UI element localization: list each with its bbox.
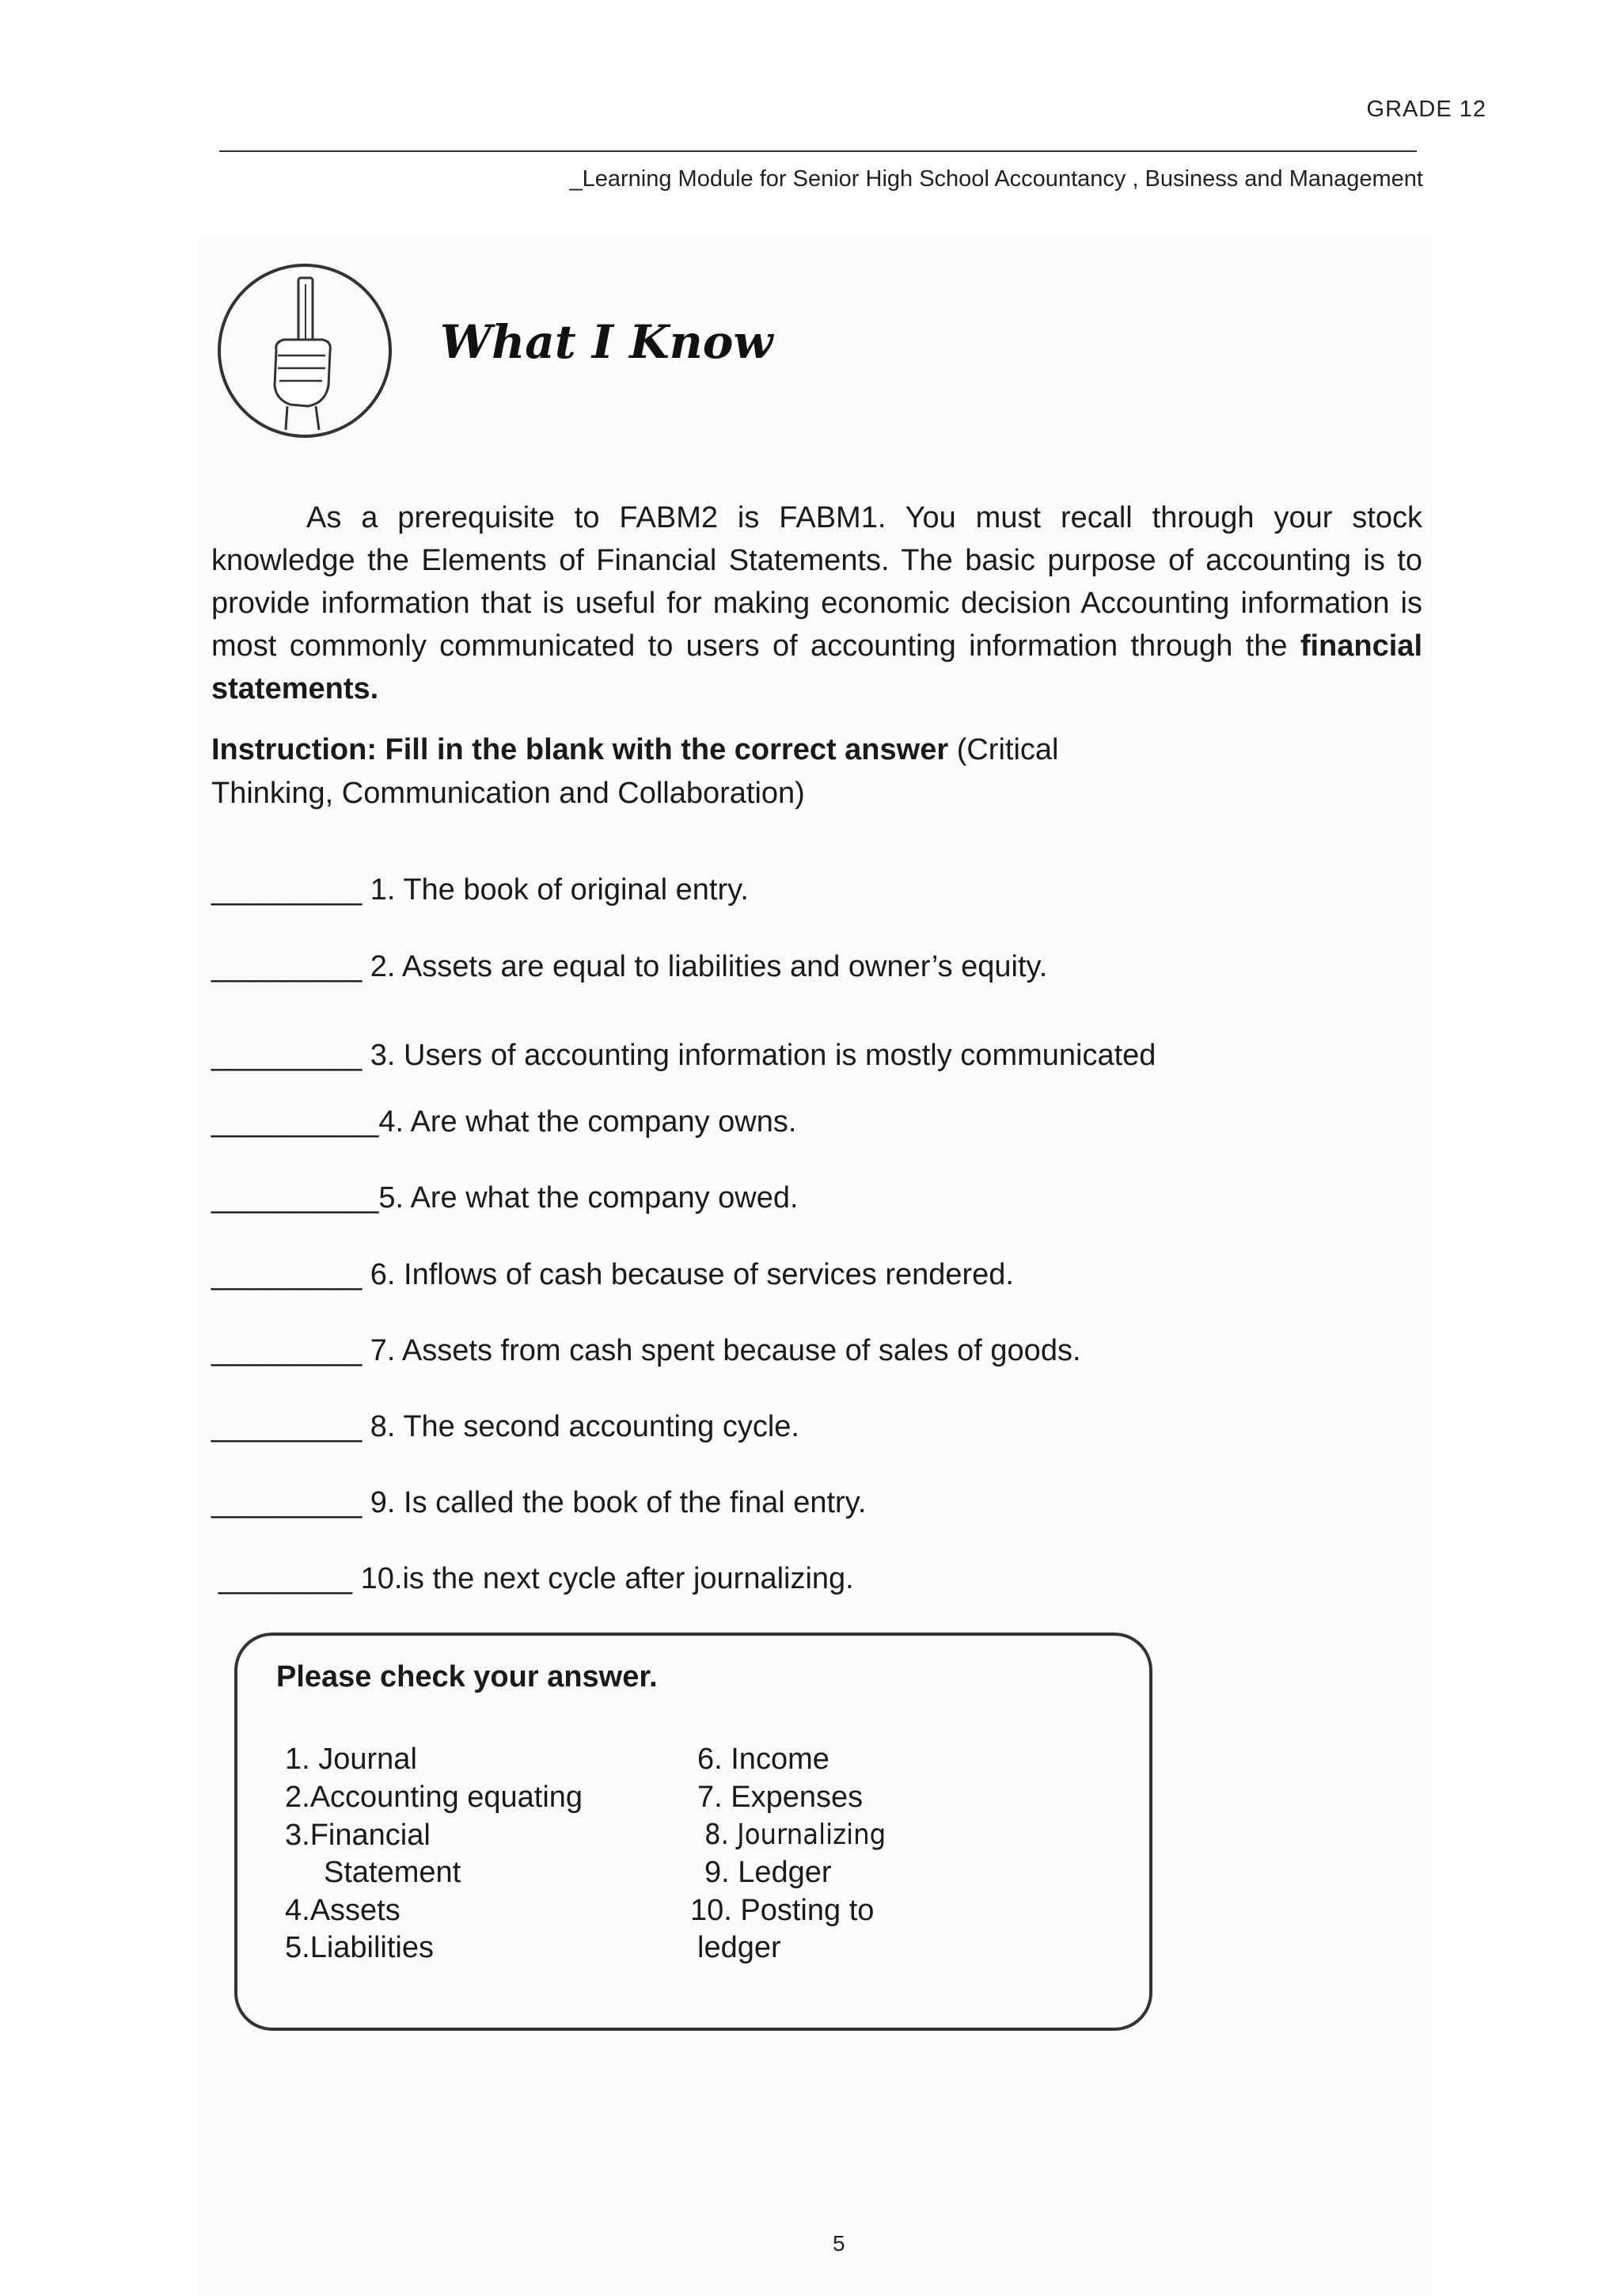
answer-key-title: Please check your answer. xyxy=(276,1660,658,1693)
answer-key-item: 5.Liabilities xyxy=(285,1931,434,1964)
question-text: 4. Are what the company owns. xyxy=(378,1105,797,1138)
question-item xyxy=(211,1104,796,1140)
question-item xyxy=(211,948,1047,985)
intro-bold-tail: financial statements. xyxy=(211,629,1422,705)
intro-text: As a prerequisite to FABM2 is FABM1. You must recall through your stock knowledge the Elements of Financial Statements. The basic purpose of accounting is to provide information that is useful for making economic decision Accounting information is most commonly communicated to users of accounting information through the xyxy=(211,501,1422,663)
question-text: 3. Users of accounting information is mostly communicated xyxy=(362,1039,1156,1072)
answer-blank: _________ xyxy=(211,1039,363,1072)
question-item xyxy=(211,1408,799,1445)
answer-key-item: 3.Financial xyxy=(285,1819,431,1852)
question-text: 9. Is called the book of the final entry. xyxy=(362,1486,867,1519)
question-item xyxy=(211,1037,1156,1074)
instruction-bold: Instruction: Fill in the blank with the correct answer xyxy=(211,733,949,766)
answer-blank: _________ xyxy=(211,1410,363,1443)
answer-blank: _________ xyxy=(211,1486,363,1519)
answer-key-item: 1. Journal xyxy=(285,1743,417,1776)
hand-holding-pencil-icon xyxy=(218,264,392,438)
answer-blank: __________ xyxy=(211,1105,379,1138)
instruction xyxy=(211,728,1161,815)
question-item xyxy=(211,1256,1014,1293)
grade-label: GRADE 12 xyxy=(1366,97,1486,122)
question-item xyxy=(218,1560,854,1597)
answer-key-item: 9. Ledger xyxy=(704,1856,832,1889)
answer-key-item: 4.Assets xyxy=(285,1894,401,1927)
answer-blank: ________ xyxy=(218,1562,353,1595)
intro-paragraph xyxy=(211,496,1422,710)
question-item xyxy=(211,872,749,908)
question-item xyxy=(211,1484,866,1521)
page-number: 5 xyxy=(833,2231,845,2256)
question-item xyxy=(211,1180,799,1216)
header-divider xyxy=(219,150,1417,152)
answer-blank: _________ xyxy=(211,873,363,907)
module-subtitle: _Learning Module for Senior High School Accountancy , Business and Management xyxy=(569,166,1423,192)
answer-key-item: ledger xyxy=(697,1931,781,1964)
answer-key-item: 8. Journalizing xyxy=(704,1819,886,1851)
answer-key-item: Statement xyxy=(324,1856,461,1889)
question-text: 8. The second accounting cycle. xyxy=(362,1410,799,1443)
question-text: 10.is the next cycle after journalizing. xyxy=(352,1562,854,1595)
answer-key-item: 2.Accounting equating xyxy=(285,1781,583,1814)
question-item xyxy=(211,1332,1081,1369)
question-text: 5. Are what the company owed. xyxy=(378,1181,799,1215)
question-text: 6. Inflows of cash because of services rendered. xyxy=(362,1258,1014,1291)
question-text: 1. The book of original entry. xyxy=(362,873,749,907)
instruction-skills: (Critical Thinking, Communication and Collaboration) xyxy=(211,733,1059,810)
answer-blank: _________ xyxy=(211,950,363,983)
answer-blank: _________ xyxy=(211,1258,363,1291)
section-title: What I Know xyxy=(440,315,773,369)
answer-key-item: 6. Income xyxy=(697,1743,829,1776)
answer-key-item: 10. Posting to xyxy=(690,1894,875,1927)
answer-key-item: 7. Expenses xyxy=(697,1781,864,1814)
question-text: 7. Assets from cash spent because of sales of goods. xyxy=(362,1334,1081,1367)
answer-blank: _________ xyxy=(211,1334,363,1367)
answer-blank: __________ xyxy=(211,1181,379,1215)
question-text: 2. Assets are equal to liabilities and owner’s equity. xyxy=(362,950,1048,983)
